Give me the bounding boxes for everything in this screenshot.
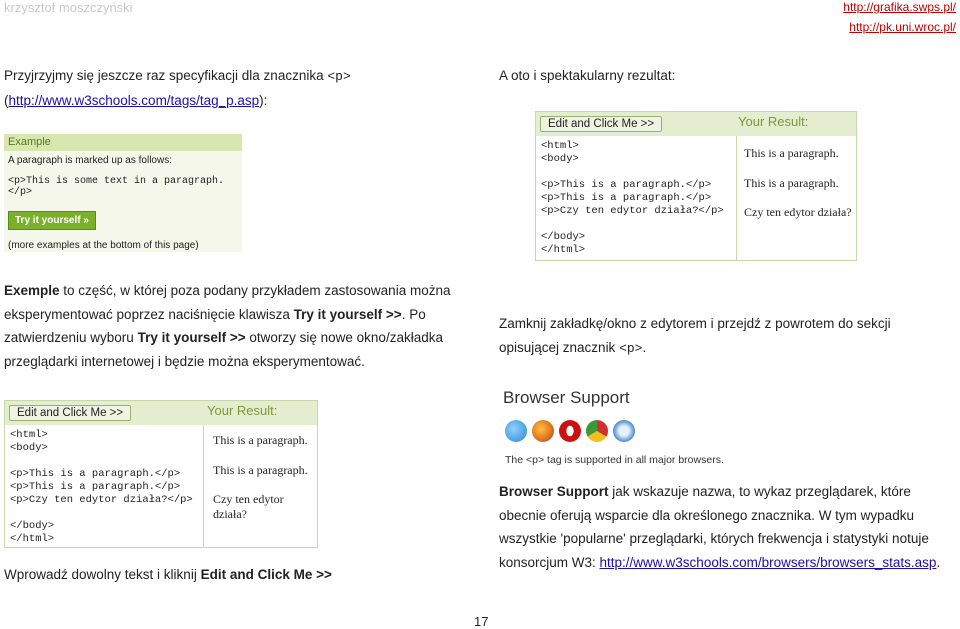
w3schools-stats-link[interactable]: http://www.w3schools.com/browsers/browsers_stats.asp — [599, 554, 937, 570]
try-it-yourself-button[interactable]: Try it yourself » — [8, 211, 96, 230]
result-line-3: Czy ten edytor działa? — [213, 492, 284, 521]
intro-paragraph: Przyjrzyjmy się jeszcze raz specyfikacji dla znacznika <p> (http://www.w3schools.com/tags/tag_p.asp): — [4, 68, 351, 108]
example-code: <p>This is some text in a paragraph.</p> — [8, 176, 225, 198]
chrome-icon — [586, 420, 608, 442]
instruction-text: Wprowadź dowolny tekst i kliknij Edit and Click Me >> — [4, 567, 332, 582]
editor-screenshot-left — [4, 400, 318, 548]
edit-and-click-button[interactable]: Edit and Click Me >> — [540, 116, 662, 132]
editor-code: <html> <body> <p>This is a paragraph.</p> <p>This is a paragraph.</p> <p>Czy ten edytor działa?</p> </body> </html> — [541, 140, 724, 256]
result-line-2: This is a paragraph. — [744, 176, 839, 190]
result-intro: A oto i spektakularny rezultat: — [499, 68, 676, 83]
opera-icon — [559, 420, 581, 442]
p-tag-code: <p> — [327, 69, 351, 84]
more-examples-text: (more examples at the bottom of this page) — [8, 240, 199, 251]
example-title: Example — [4, 134, 242, 151]
example-box — [4, 134, 242, 252]
result-line-3: Czy ten edytor działa? — [744, 205, 852, 219]
close-tab-instruction: Zamknij zakładkę/okno z edytorem i przejdź z powrotem do sekcji opisującej znacznik <p>. — [499, 316, 891, 356]
browser-support-description: Browser Support jak wskazuje nazwa, to wykaz przeglądarek, które obecnie oferują wsparcie dla określonego znacznika. W tym wypadku wszystkie 'popularne' przeglądarki, których frekwencja i statystyki notuje konsorcjum W3: http://www.w3schools.com/browsers/browsers_stats.asp. — [499, 484, 941, 570]
editor-screenshot-right — [535, 111, 857, 261]
browser-support-note: The <p> tag is supported in all major browsers. — [505, 454, 724, 466]
result-line-2: This is a paragraph. — [213, 463, 308, 477]
example-description: Exemple to część, w której poza podany przykładem zastosowania można eksperymentować poprzez naciśnięcie klawisza Try it yourself >>. Po zatwierdzeniu wyboru Try it yourself >> otworzy się nowe okno/zakładka przeglądarki internetowej i będzie można eksperymentować. — [4, 283, 451, 369]
result-line-1: This is a paragraph. — [213, 433, 308, 447]
your-result-label: Your Result: — [738, 114, 809, 129]
header-link-grafika[interactable]: http://grafika.swps.pl/ — [843, 0, 956, 14]
header-link-pk[interactable]: http://pk.uni.wroc.pl/ — [849, 20, 956, 34]
page-number: 17 — [474, 614, 489, 629]
edit-and-click-button[interactable]: Edit and Click Me >> — [9, 405, 131, 421]
browser-support-box — [503, 388, 724, 468]
example-desc: A paragraph is marked up as follows: — [8, 155, 172, 166]
your-result-label: Your Result: — [207, 403, 278, 418]
firefox-icon — [532, 420, 554, 442]
w3schools-tag-link[interactable]: http://www.w3schools.com/tags/tag_p.asp — [8, 92, 260, 108]
author-name: krzysztof moszczyński — [4, 0, 133, 15]
ie-icon — [505, 420, 527, 442]
browser-support-title: Browser Support — [503, 388, 630, 407]
intro-text: Przyjrzyjmy się jeszcze raz specyfikacji dla znacznika — [4, 68, 328, 83]
editor-code: <html> <body> <p>This is a paragraph.</p> <p>This is a paragraph.</p> <p>Czy ten edytor działa?</p> </body> </html> — [10, 429, 193, 545]
result-line-1: This is a paragraph. — [744, 146, 839, 160]
safari-icon — [613, 420, 635, 442]
